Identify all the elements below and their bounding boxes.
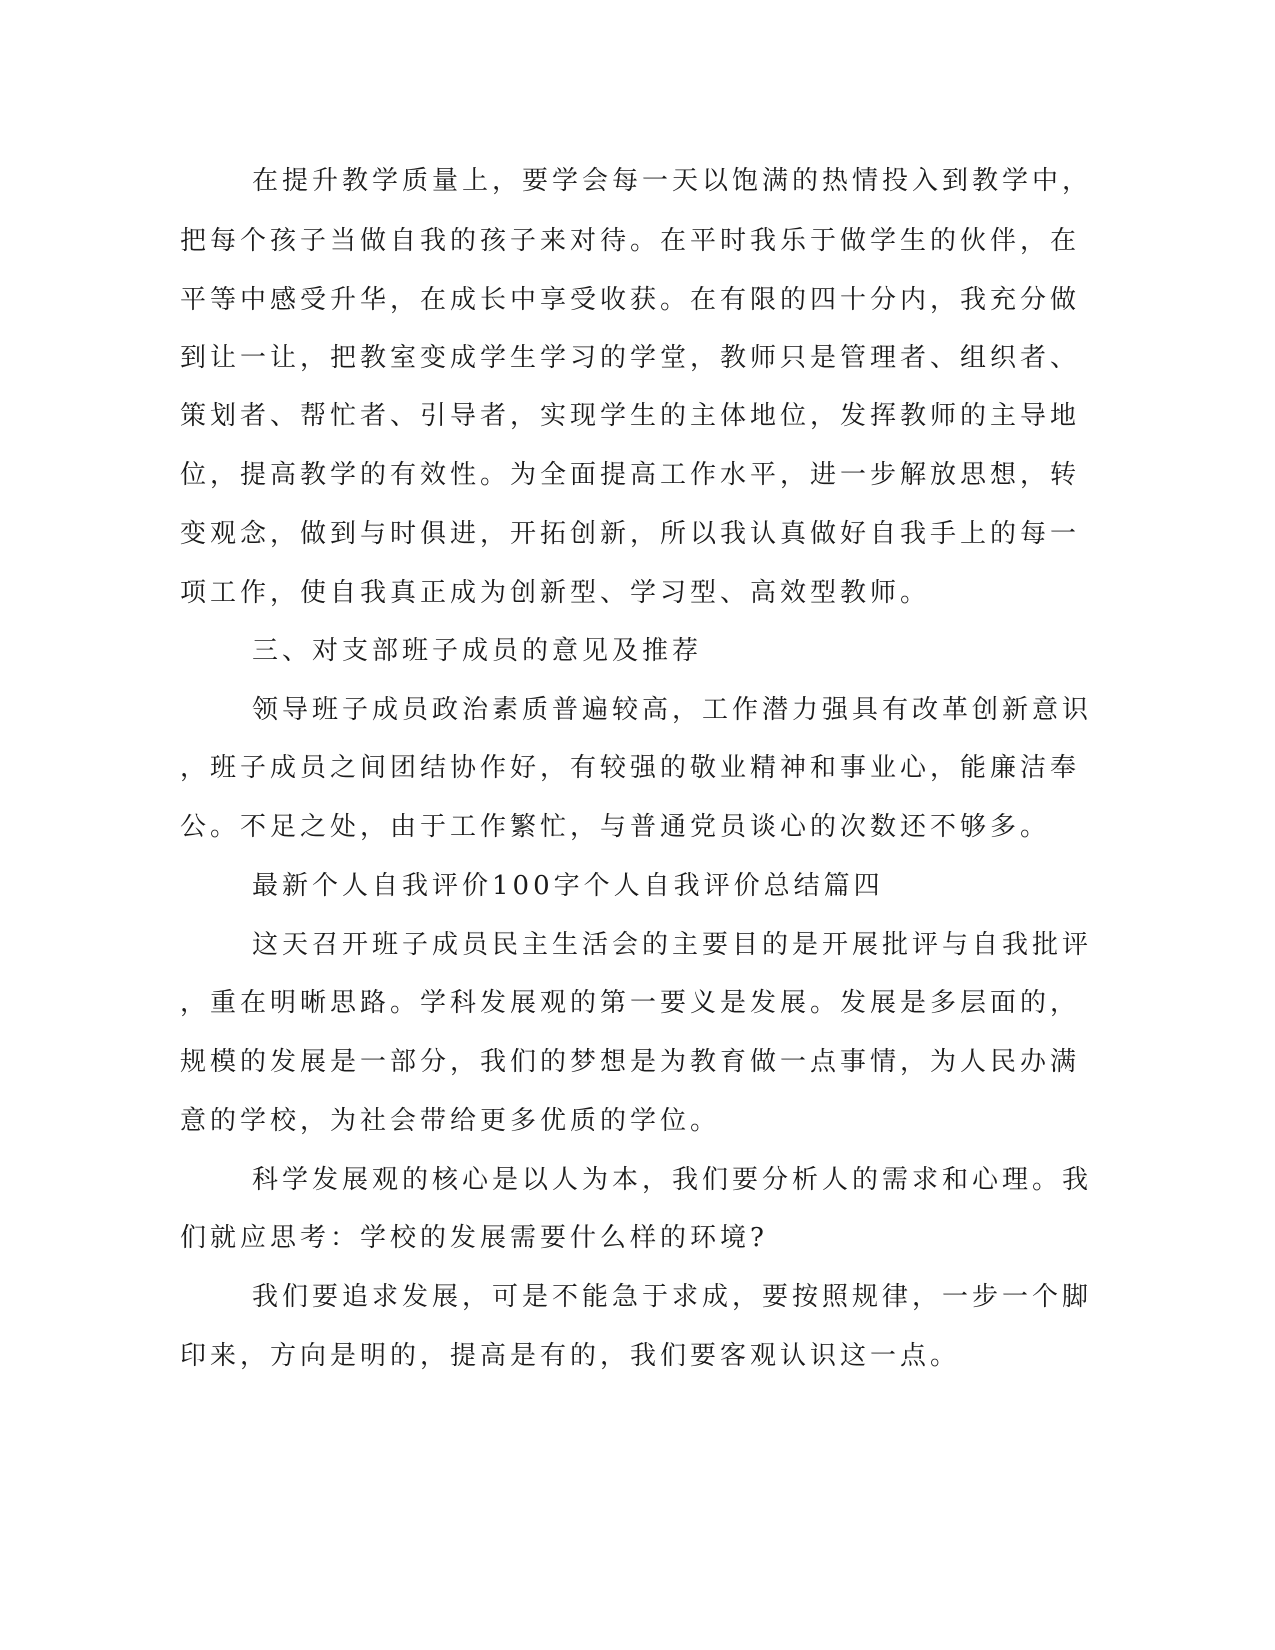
- paragraph-line: ，重在明晰思路。学科发展观的第一要义是发展。发展是多层面的，: [180, 988, 1081, 1018]
- paragraph-line: 这天召开班子成员民主生活会的主要目的是开展批评与自我批评: [252, 930, 1093, 960]
- paragraph-line: 位，提高教学的有效性。为全面提高工作水平，进一步解放思想，转: [180, 460, 1081, 490]
- paragraph-line: 们就应思考：学校的发展需要什么样的环境?: [180, 1223, 768, 1253]
- paragraph-line: 把每个孩子当做自我的孩子来对待。在平时我乐于做学生的伙伴，在: [180, 226, 1081, 256]
- article-title: 最新个人自我评价100字个人自我评价总结篇四: [252, 871, 884, 901]
- paragraph-line: 我们要追求发展，可是不能急于求成，要按照规律，一步一个脚: [252, 1282, 1093, 1312]
- paragraph-line: 科学发展观的核心是以人为本，我们要分析人的需求和心理。我: [252, 1165, 1093, 1195]
- paragraph-line: 项工作，使自我真正成为创新型、学习型、高效型教师。: [180, 578, 931, 608]
- paragraph-line: 平等中感受升华，在成长中享受收获。在有限的四十分内，我充分做: [180, 285, 1081, 315]
- paragraph-line: 在提升教学质量上，要学会每一天以饱满的热情投入到教学中，: [252, 166, 1093, 196]
- paragraph-line: 策划者、帮忙者、引导者，实现学生的主体地位，发挥教师的主导地: [180, 401, 1081, 431]
- section-heading: 三、对支部班子成员的意见及推荐: [252, 636, 703, 666]
- paragraph-line: 印来，方向是明的，提高是有的，我们要客观认识这一点。: [180, 1341, 961, 1371]
- paragraph-line: ，班子成员之间团结协作好，有较强的敬业精神和事业心，能廉洁奉: [180, 753, 1081, 783]
- paragraph-line: 规模的发展是一部分，我们的梦想是为教育做一点事情，为人民办满: [180, 1047, 1081, 1077]
- paragraph-line: 到让一让，把教室变成学生学习的学堂，教师只是管理者、组织者、: [180, 343, 1081, 373]
- paragraph-line: 意的学校，为社会带给更多优质的学位。: [180, 1106, 721, 1136]
- paragraph-line: 公。不足之处，由于工作繁忙，与普通党员谈心的次数还不够多。: [180, 812, 1051, 842]
- paragraph-line: 领导班子成员政治素质普遍较高，工作潜力强具有改革创新意识: [252, 695, 1093, 725]
- paragraph-line: 变观念，做到与时俱进，开拓创新，所以我认真做好自我手上的每一: [180, 519, 1081, 549]
